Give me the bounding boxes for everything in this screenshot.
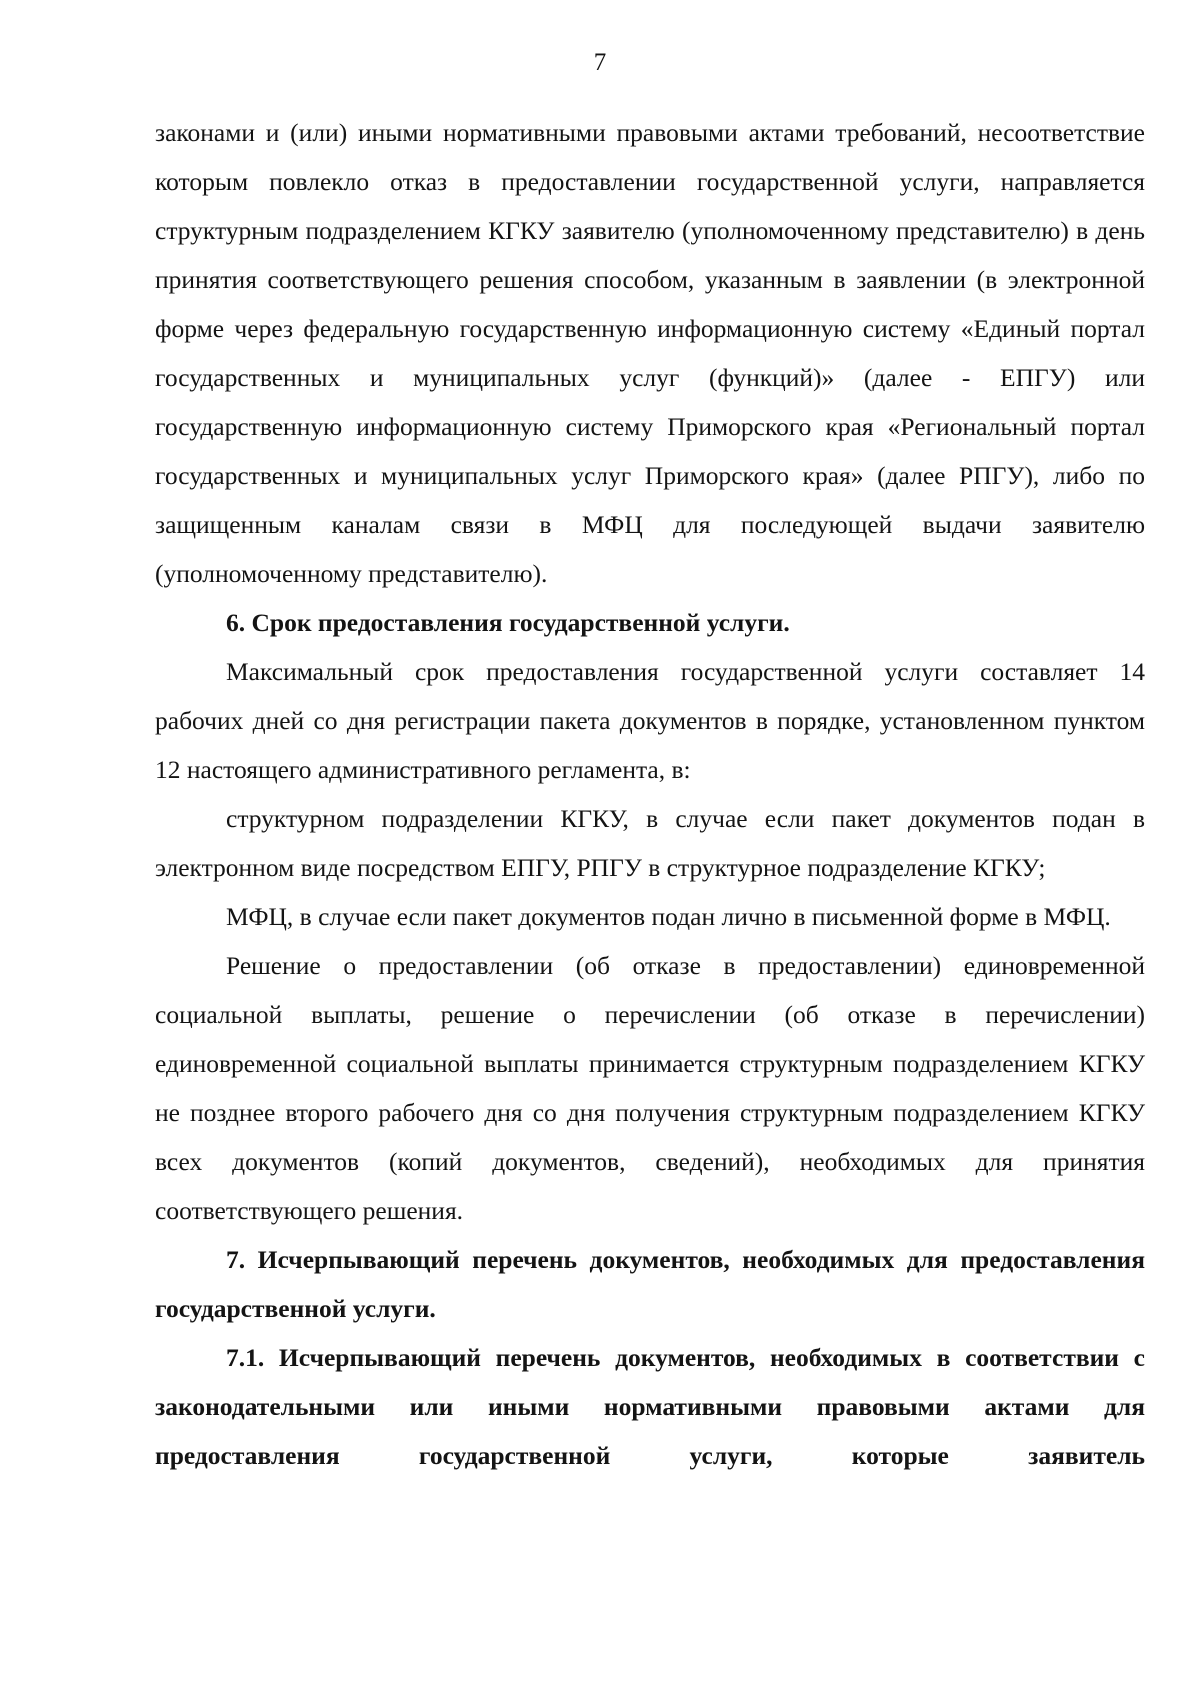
document-body — [155, 108, 1145, 1480]
section-heading-7: 7. Исчерпывающий перечень документов, необходимых для предоставления государственной услуги. — [155, 1245, 1145, 1323]
section-heading-7-1: 7.1. Исчерпывающий перечень документов, необходимых в соответствии с законодательными или иными нормативными правовыми актами для предоставления государственной услуги, которые заявитель — [155, 1343, 1145, 1470]
paragraph-kgku-case: структурном подразделении КГКУ, в случае если пакет документов подан в электронном виде посредством ЕПГУ, РПГУ в структурное подразделение КГКУ; — [155, 804, 1145, 882]
section-heading-6: 6. Срок предоставления государственной услуги. — [226, 608, 790, 637]
paragraph-refusal-notice: законами и (или) иными нормативными правовыми актами требований, несоответствие которым повлекло отказ в предоставлении государственной услуги, направляется структурным подразделением КГКУ заявителю (уполномоченному представителю) в день принятия соответствующего решения способом, указанным в заявлении (в электронной форме через федеральную государственную информационную систему «Единый портал государственных и муниципальных услуг (функций)» (далее - ЕПГУ) или государственную информационную систему Приморского края «Региональный портал государственных и муниципальных услуг Приморского края» (далее РПГУ), либо по защищенным каналам связи в МФЦ для последующей выдачи заявителю (уполномоченному представителю). — [155, 118, 1145, 588]
paragraph-mfc-case: МФЦ, в случае если пакет документов подан лично в письменной форме в МФЦ. — [226, 902, 1111, 931]
paragraph-max-term: Максимальный срок предоставления государственной услуги составляет 14 рабочих дней со дня регистрации пакета документов в порядке, установленном пунктом 12 настоящего административного регламента, в: — [155, 657, 1145, 784]
paragraph-decision-term: Решение о предоставлении (об отказе в предоставлении) единовременной социальной выплаты, решение о перечислении (об отказе в перечислении) единовременной социальной выплаты принимается структурным подразделением КГКУ не позднее второго рабочего дня со дня получения структурным подразделением КГКУ всех документов (копий документов, сведений), необходимых для принятия соответствующего решения. — [155, 951, 1145, 1225]
page-number: 7 — [593, 49, 607, 76]
